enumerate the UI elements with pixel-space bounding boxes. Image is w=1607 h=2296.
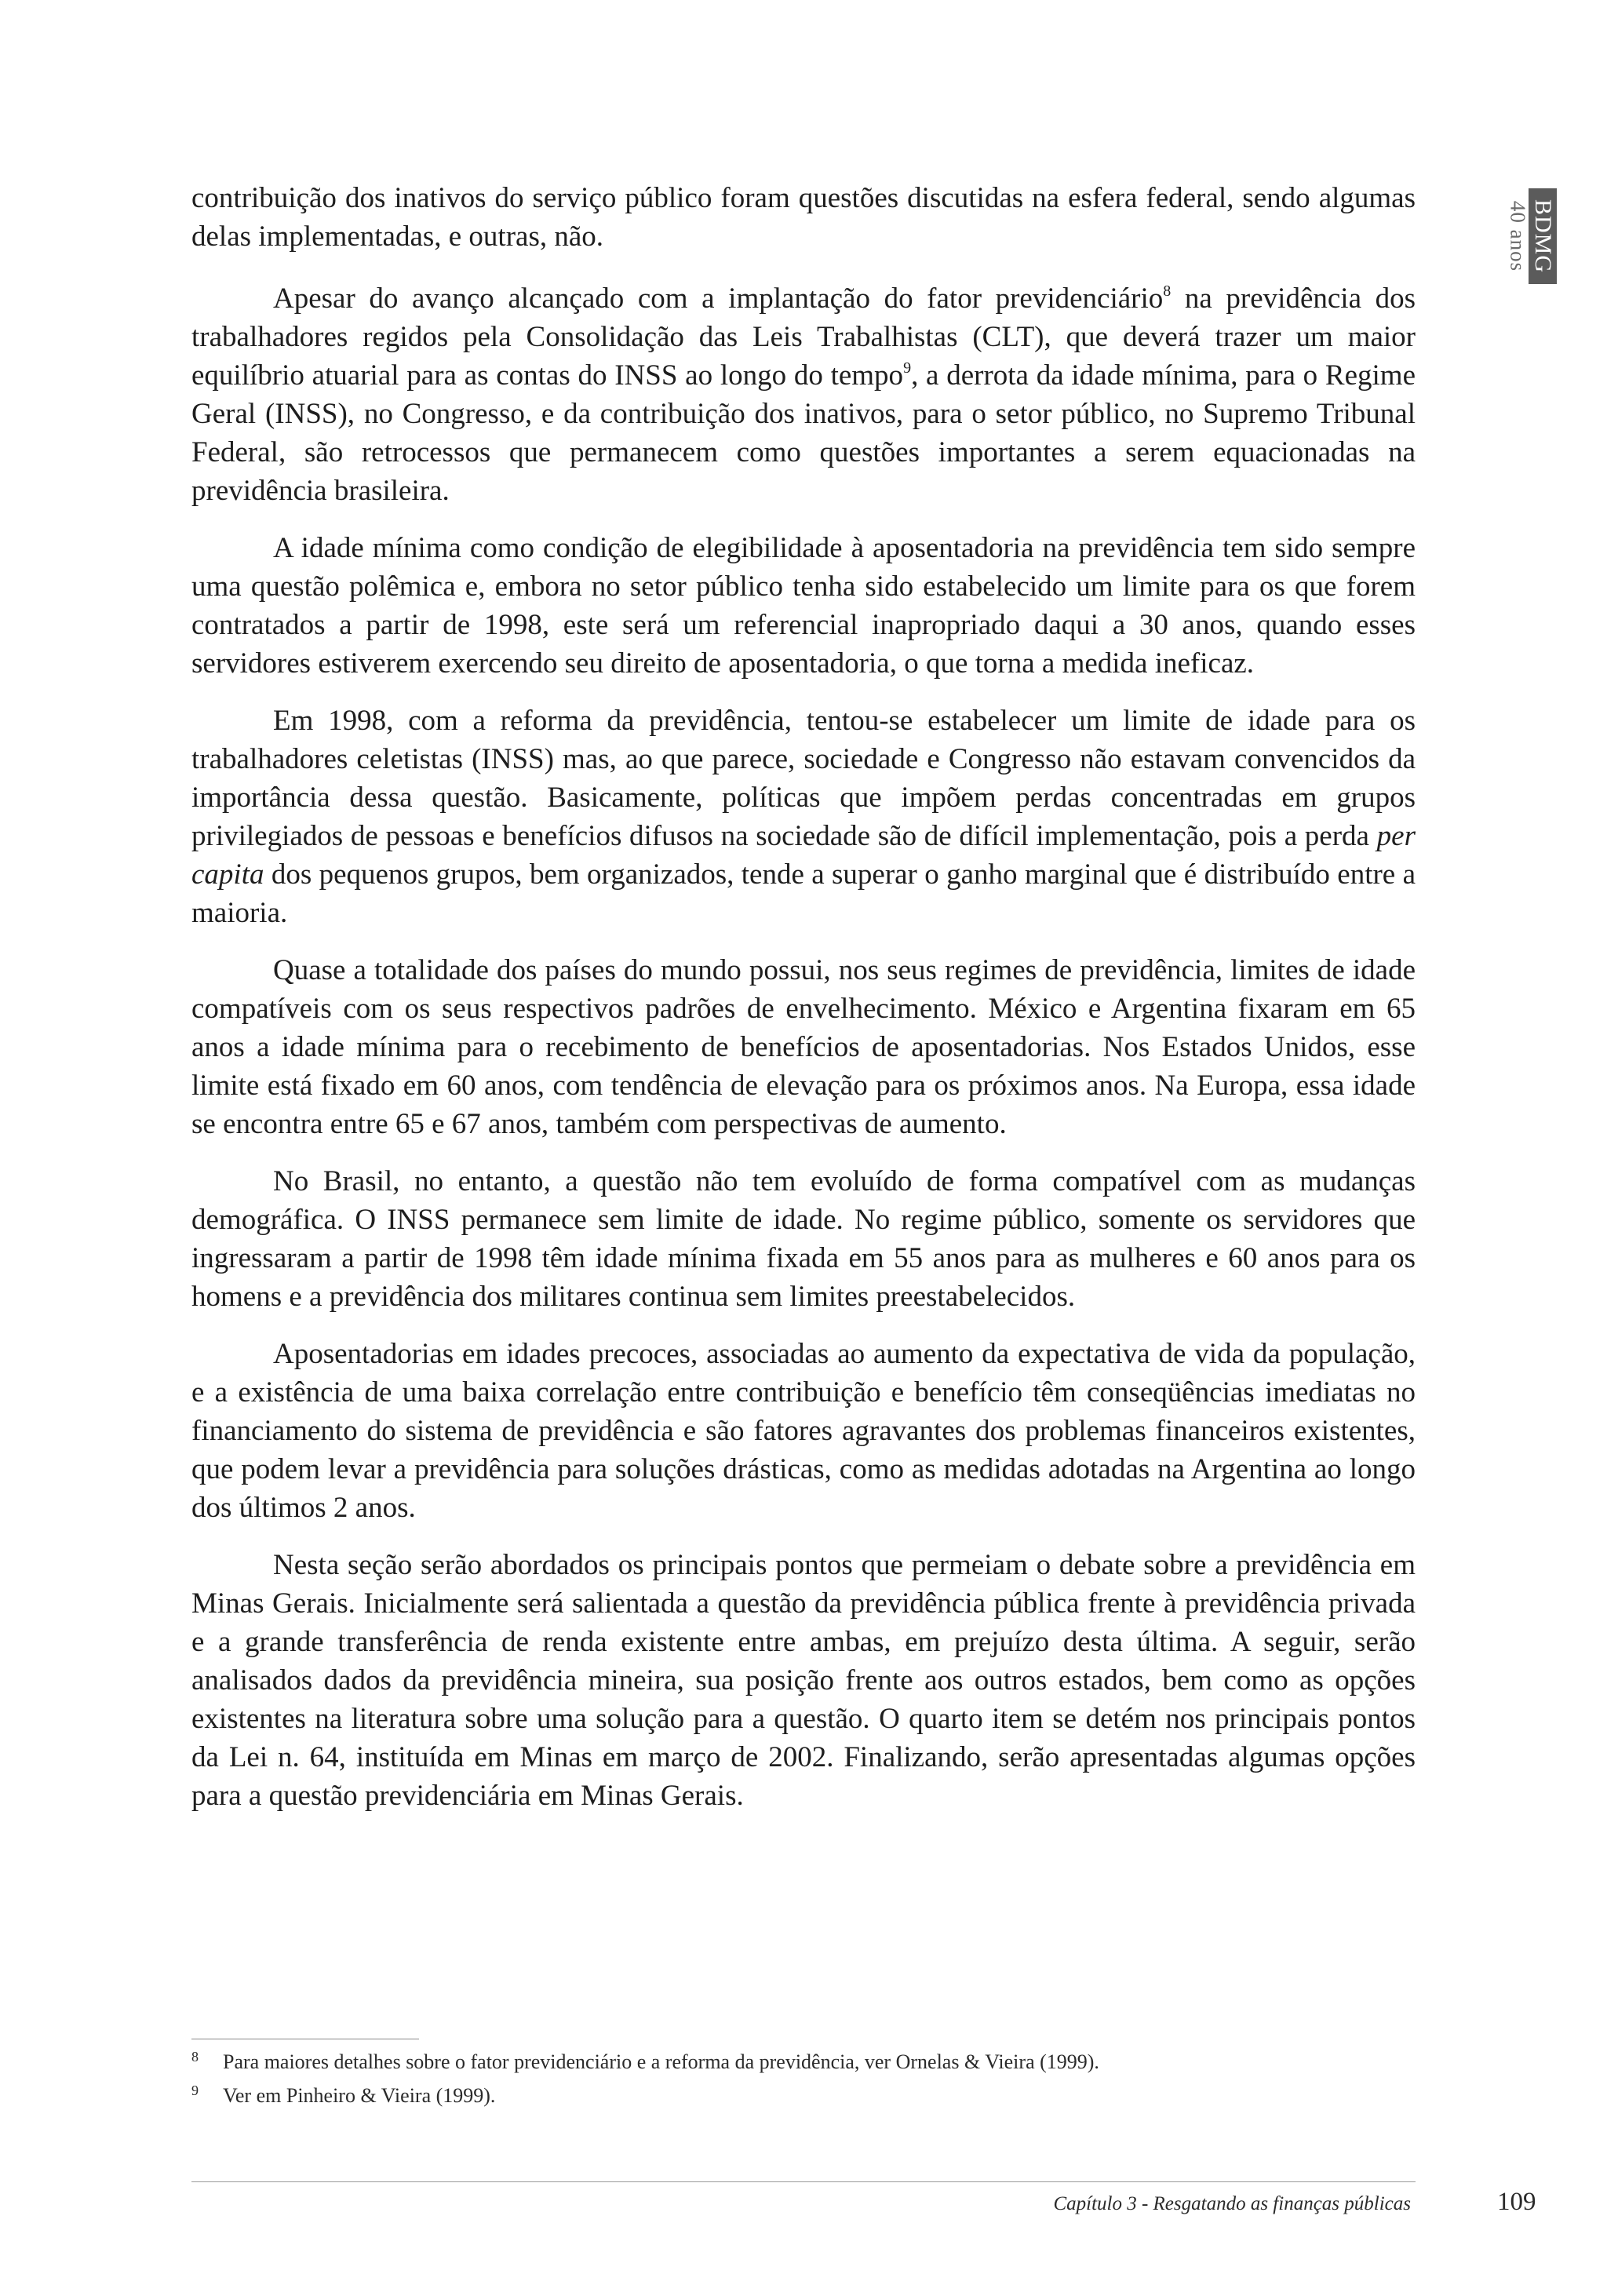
side-tab [1508,188,1566,290]
paragraph-2-text-b: na previdência dos trabalhadores regidos pela Consolidação das Leis Trabalhistas (CLT), que deverá trazer um maior equilíbrio atuarial para as contas do INSS ao longo do tempo [191,282,1416,392]
footnote-text: Ver em Pinheiro & Vieira (1999). [223,2084,496,2107]
paragraph-8-text: Nesta seção serão abordados os principais pontos que permeiam o debate sobre a previdência em Minas Gerais. Inicialmente será salientada a questão da previdência pública frente à previdência privada e a grande transferência de renda existente entre ambas, em prejuízo desta última. A seguir, serão analisados dados da previdência mineira, sua posição frente aos outros estados, bem como as opções existentes na literatura sobre uma solução para a questão. O quarto item se detém nos principais pontos da Lei n. 64, instituída em Minas em março de 2002. Finalizando, serão apresentadas algumas opções para a questão previdenciária em Minas Gerais. [191,1549,1416,1812]
paragraph-7 [191,1335,1416,1527]
paragraph-4 [191,702,1416,932]
paragraph-2-text-c: , a derrota da idade mínima, para o Regime Geral (INSS), no Congresso, e da contribuição dos inativos, para o setor público, no Supremo Tribunal Federal, são retrocessos que permanecem como questões importantes a serem equacionadas na previdência brasileira. [191,359,1416,507]
footnote-item [191,2048,1416,2076]
paragraph-6-text: No Brasil, no entanto, a questão não tem evoluído de forma compatível com as mudanças demográfica. O INSS permanece sem limite de idade. No regime público, somente os servidores que ingressaram a partir de 1998 têm idade mínima fixada em 55 anos para as mulheres e 60 anos para os homens e a previdência dos militares continua sem limites preestabelecidos. [191,1165,1416,1313]
paragraph-3 [191,529,1416,683]
footnote-ref-8: 8 [1163,282,1172,300]
paragraph-2-text-a: Apesar do avanço alcançado com a implantação do fator previdenciário [273,282,1164,315]
paragraph-5 [191,951,1416,1143]
paragraph-1 [191,179,1416,256]
paragraph-7-text: Aposentadorias em idades precoces, associadas ao aumento da expectativa de vida da população, e a existência de uma baixa correlação entre contribuição e benefício têm conseqüências imediatas no financiamento do sistema de previdência e são fatores agravantes dos problemas financeiros existentes, que podem levar a previdência para soluções drásticas, como as medidas adotadas na Argentina ao longo dos últimos 2 anos. [191,1338,1416,1524]
footer-chapter-title: Capítulo 3 - Resgatando as finanças públicas [1053,2193,1411,2214]
footnote-text: Para maiores detalhes sobre o fator previdenciário e a reforma da previdência, ver Ornelas & Vieira (1999). [223,2050,1099,2073]
paragraph-4-text-b: dos pequenos grupos, bem organizados, tende a superar o ganho marginal que é distribuído entre a maioria. [191,858,1416,929]
footnote-number: 8 [191,2049,199,2065]
footnotes [191,2048,1416,2116]
side-tab-brand: BDMG [1530,199,1556,274]
footer-divider [191,2181,1416,2182]
paragraph-6 [191,1162,1416,1316]
paragraph-1-text: contribuição dos inativos do serviço público foram questões discutidas na esfera federal, sendo algumas delas implementadas, e outras, não. [191,182,1416,253]
paragraph-8 [191,1546,1416,1815]
paragraph-4-italic: per capita [191,820,1416,891]
side-tab-subtitle: 40 anos [1506,200,1530,272]
body-text [191,179,1416,1834]
footnote-ref-9: 9 [903,359,912,377]
paragraph-2 [191,279,1416,510]
footnote-number: 9 [191,2083,199,2098]
page-number: 109 [1497,2188,1536,2216]
paragraph-3-text: A idade mínima como condição de elegibilidade à aposentadoria na previdência tem sido sempre uma questão polêmica e, embora no setor público tenha sido estabelecido um limite para os que forem contratados a partir de 1998, este será um referencial inapropriado daqui a 30 anos, quando esses servidores estiverem exercendo seu direito de aposentadoria, o que torna a medida ineficaz. [191,532,1416,680]
paragraph-4-text-a: Em 1998, com a reforma da previdência, tentou-se estabelecer um limite de idade para os trabalhadores celetistas (INSS) mas, ao que parece, sociedade e Congresso não estavam convencidos da importância dessa questão. Basicamente, políticas que impõem perdas concentradas em grupos privilegiados de pessoas e benefícios difusos na sociedade são de difícil implementação, pois a perda [191,705,1416,852]
paragraph-5-text: Quase a totalidade dos países do mundo possui, nos seus regimes de previdência, limites de idade compatíveis com os seus respectivos padrões de envelhecimento. México e Argentina fixaram em 65 anos a idade mínima para o recebimento de benefícios de aposentadorias. Nos Estados Unidos, esse limite está fixado em 60 anos, com tendência de elevação para os próximos anos. Na Europa, essa idade se encontra entre 65 e 67 anos, também com perspectivas de aumento. [191,954,1416,1140]
footnote-item [191,2082,1416,2109]
